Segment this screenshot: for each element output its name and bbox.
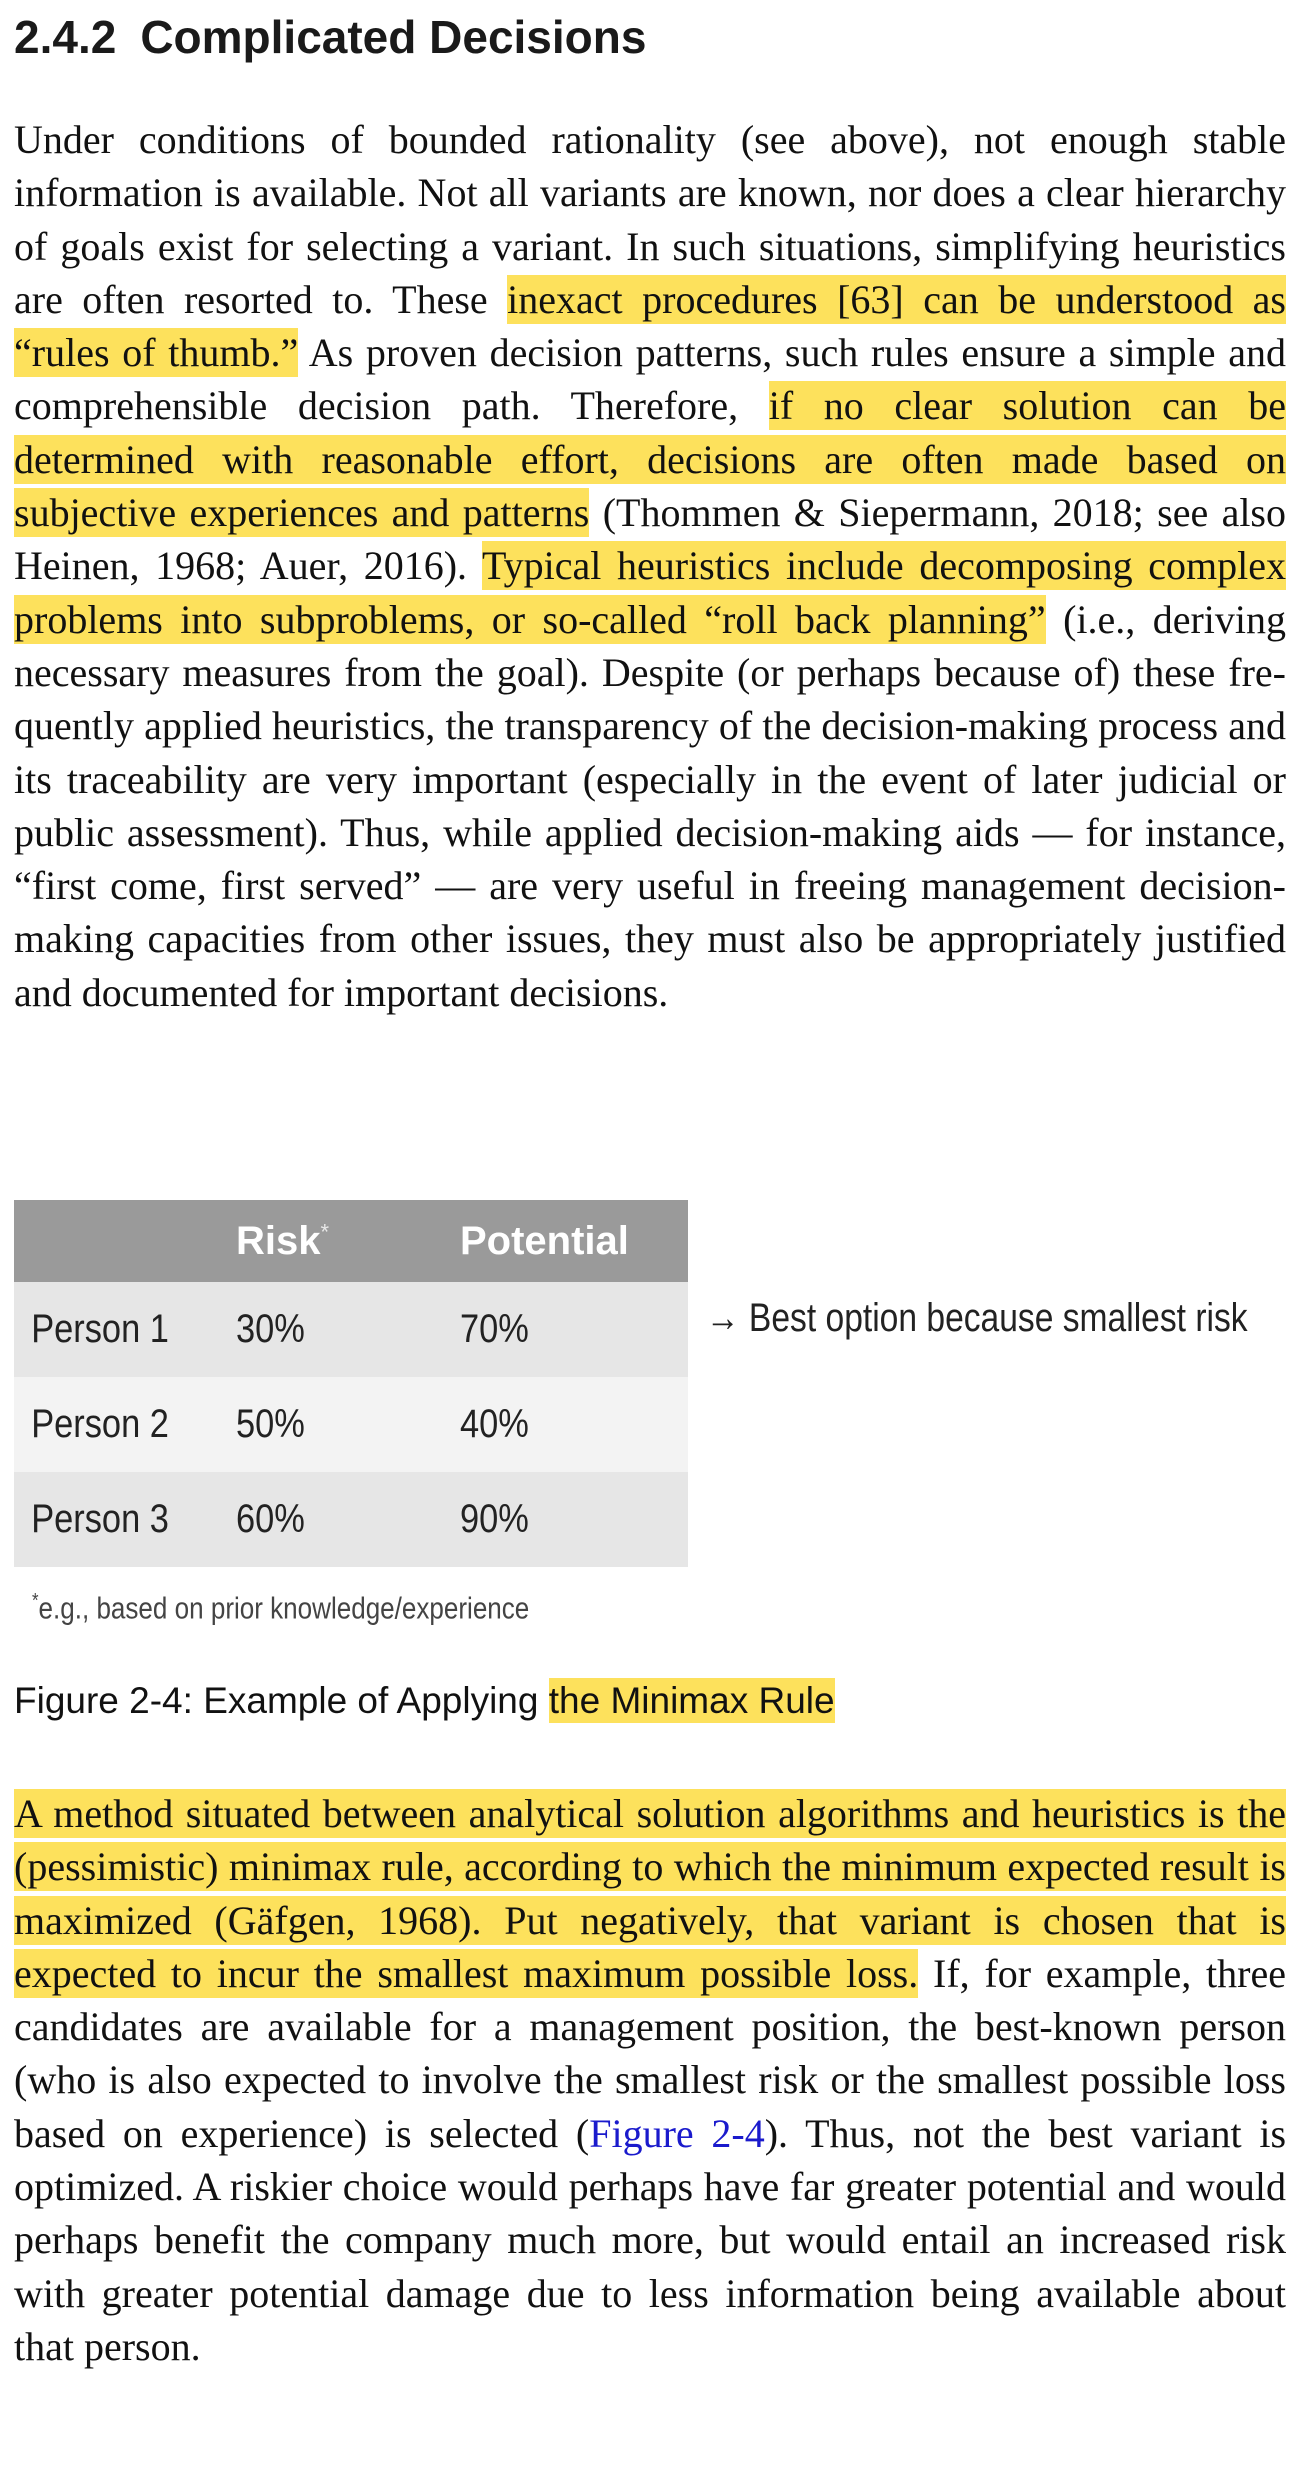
table-row (14, 1377, 688, 1472)
highlighted-text: the Minimax Rule (548, 1680, 835, 1721)
body-paragraph-1 (14, 113, 1286, 1019)
highlighted-text: if no clear solution can be determined with reasonable effort, decisions are often made based on subjective experiences and patterns (14, 383, 1287, 536)
table-footnote (32, 1590, 529, 1626)
figure-caption (14, 1680, 835, 1722)
text-segment: If, for example, three candidates are available for a management position, the best-known person (who is also expected to involve the smallest risk or the smallest possible loss based on experience) is selected ( (14, 1950, 1286, 2156)
person-cell: Person 2 (31, 1402, 169, 1446)
best-option-annotation: → Best option because smallest risk (706, 1296, 1248, 1340)
highlighted-text: Typical heuristics include decomposing complex problems into subproblems, or so-called “roll back planning” (14, 543, 1286, 642)
highlighted-text: inexact procedures [63] can be understood as “rules of thumb.” (14, 276, 1287, 376)
text-segment: Under conditions of bounded rationality (see above), not enough stable information is available. Not all variants are known, nor does a clear hierarchy of goals exist for selecting a variant. In such situations, simplifying heuristics are often resorted to. These (14, 117, 1286, 322)
section-heading (14, 10, 646, 64)
risk-cell: 60% (236, 1497, 305, 1541)
figure-reference-link[interactable]: Figure 2-4 (589, 2110, 765, 2156)
risk-header-label: Risk (236, 1218, 321, 1263)
footnote-marker: * (32, 1590, 39, 1612)
table-row (14, 1282, 688, 1377)
potential-cell: 40% (460, 1402, 529, 1446)
risk-cell: 50% (236, 1402, 305, 1446)
body-paragraph-2 (14, 1787, 1286, 2373)
text-segment: (i.e., deriving necessary measures from the goal). Despite (or perhaps because of) these frequently applied heuristics, the transparency of the decision-making process and its traceability are very important (especially in the event of later judicial or public assessment). Thus, while applied decision-making aids — for instance, “first come, first served” — are very useful in freeing management decision-making capacities from other issues, they must also be appropriately justified and documented for important decisions. (14, 596, 1286, 1015)
potential-cell: 70% (460, 1307, 529, 1351)
text-segment: ). Thus, not the best variant is optimized. A riskier choice would perhaps have far greater potential and would perhaps benefit the company much more, but would entail an increased risk with greater potential damage due to less information being available about that person. (14, 2110, 1287, 2369)
text-segment: (Thommen & Siepermann, 2018; see also Heinen, 1968; Auer, 2016). (14, 490, 1287, 589)
risk-footnote-marker: * (320, 1219, 330, 1245)
header-cell-risk (236, 1200, 460, 1282)
header-cell-empty (14, 1200, 236, 1282)
section-number: 2.4.2 (14, 11, 117, 63)
caption-prefix: Figure 2-4: Example of Applying (14, 1680, 549, 1721)
minimax-table (14, 1200, 688, 1567)
person-cell: Person 3 (31, 1497, 169, 1541)
person-cell: Person 1 (31, 1307, 169, 1351)
text-segment: As proven decision patterns, such rules ensure a simple and comprehensible decision path. Therefore, (14, 330, 1286, 429)
highlighted-text: A method situated between analytical solution algorithms and heuristics is the (pessimistic) minimax rule, according to which the minimum expected result is maximized (Gäfgen, 1968). Put negatively, that variant is chosen that is expected to incur the smallest maximum possible loss. (14, 1791, 1286, 1996)
footnote-text: e.g., based on prior knowledge/experience (38, 1590, 530, 1626)
potential-cell: 90% (460, 1497, 529, 1541)
header-cell-potential: Potential (460, 1218, 629, 1263)
table-row (14, 1472, 688, 1567)
section-title: Complicated Decisions (140, 11, 647, 63)
table-header-row (14, 1200, 688, 1282)
risk-cell: 30% (236, 1307, 305, 1351)
